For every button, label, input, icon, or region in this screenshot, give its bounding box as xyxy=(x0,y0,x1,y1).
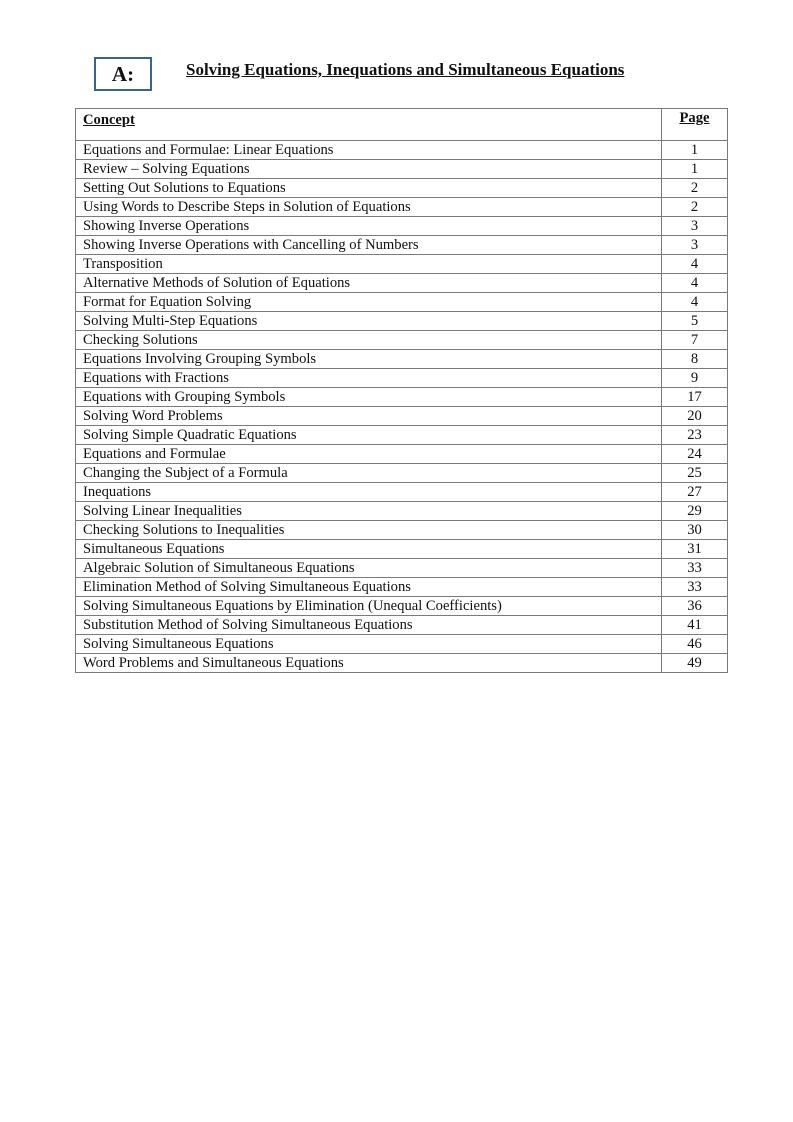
table-row xyxy=(76,407,728,426)
page-cell: 3 xyxy=(662,236,728,255)
page-cell: 30 xyxy=(662,521,728,540)
concept-cell: Solving Simultaneous Equations xyxy=(76,635,662,654)
concept-cell: Equations with Fractions xyxy=(76,369,662,388)
page-cell: 49 xyxy=(662,654,728,673)
table-row xyxy=(76,464,728,483)
concept-cell: Elimination Method of Solving Simultaneous Equations xyxy=(76,578,662,597)
page-cell: 41 xyxy=(662,616,728,635)
table-row xyxy=(76,179,728,198)
concept-cell: Simultaneous Equations xyxy=(76,540,662,559)
page-cell: 7 xyxy=(662,331,728,350)
page-cell: 4 xyxy=(662,293,728,312)
page-cell: 17 xyxy=(662,388,728,407)
concept-cell: Checking Solutions xyxy=(76,331,662,350)
concept-cell: Checking Solutions to Inequalities xyxy=(76,521,662,540)
table-row xyxy=(76,654,728,673)
table-row xyxy=(76,502,728,521)
page-cell: 31 xyxy=(662,540,728,559)
page-cell: 1 xyxy=(662,160,728,179)
concept-cell: Equations and Formulae: Linear Equations xyxy=(76,141,662,160)
page-cell: 33 xyxy=(662,578,728,597)
page-cell: 4 xyxy=(662,255,728,274)
page-cell: 2 xyxy=(662,179,728,198)
page-title: Solving Equations, Inequations and Simultaneous Equations xyxy=(186,60,625,79)
page-cell: 4 xyxy=(662,274,728,293)
page-cell: 24 xyxy=(662,445,728,464)
concept-cell: Equations with Grouping Symbols xyxy=(76,388,662,407)
table-row xyxy=(76,369,728,388)
page-cell: 36 xyxy=(662,597,728,616)
table-row xyxy=(76,445,728,464)
page-cell: 9 xyxy=(662,369,728,388)
table-row xyxy=(76,312,728,331)
concept-cell: Transposition xyxy=(76,255,662,274)
table-row xyxy=(76,274,728,293)
concept-cell: Solving Multi-Step Equations xyxy=(76,312,662,331)
page-cell: 3 xyxy=(662,217,728,236)
concept-cell: Using Words to Describe Steps in Solution of Equations xyxy=(76,198,662,217)
page-cell: 46 xyxy=(662,635,728,654)
concept-cell: Format for Equation Solving xyxy=(76,293,662,312)
table-row xyxy=(76,160,728,179)
table-row xyxy=(76,559,728,578)
table-row xyxy=(76,217,728,236)
concept-cell: Setting Out Solutions to Equations xyxy=(76,179,662,198)
table-row xyxy=(76,350,728,369)
table-row xyxy=(76,255,728,274)
table-row xyxy=(76,198,728,217)
table-row xyxy=(76,388,728,407)
table-row xyxy=(76,578,728,597)
column-header-concept: Concept xyxy=(76,109,662,141)
table-row xyxy=(76,597,728,616)
page-cell: 8 xyxy=(662,350,728,369)
concept-cell: Solving Linear Inequalities xyxy=(76,502,662,521)
concept-cell: Inequations xyxy=(76,483,662,502)
table-row xyxy=(76,236,728,255)
table-row xyxy=(76,521,728,540)
concept-cell: Algebraic Solution of Simultaneous Equations xyxy=(76,559,662,578)
table-row xyxy=(76,331,728,350)
table-row xyxy=(76,540,728,559)
page-cell: 20 xyxy=(662,407,728,426)
page-cell: 25 xyxy=(662,464,728,483)
table-row xyxy=(76,635,728,654)
concept-cell: Changing the Subject of a Formula xyxy=(76,464,662,483)
table-header-row xyxy=(76,109,728,141)
concept-cell: Solving Word Problems xyxy=(76,407,662,426)
table-row xyxy=(76,483,728,502)
concept-cell: Substitution Method of Solving Simultaneous Equations xyxy=(76,616,662,635)
concept-cell: Review – Solving Equations xyxy=(76,160,662,179)
concept-cell: Solving Simultaneous Equations by Elimination (Unequal Coefficients) xyxy=(76,597,662,616)
page-cell: 1 xyxy=(662,141,728,160)
concept-cell: Equations Involving Grouping Symbols xyxy=(76,350,662,369)
page-cell: 2 xyxy=(662,198,728,217)
concept-cell: Solving Simple Quadratic Equations xyxy=(76,426,662,445)
section-badge: A: xyxy=(94,57,152,91)
concept-cell: Alternative Methods of Solution of Equations xyxy=(76,274,662,293)
table-row xyxy=(76,426,728,445)
table-row xyxy=(76,616,728,635)
concept-cell: Word Problems and Simultaneous Equations xyxy=(76,654,662,673)
page-cell: 5 xyxy=(662,312,728,331)
table-row xyxy=(76,293,728,312)
page-cell: 23 xyxy=(662,426,728,445)
concept-cell: Showing Inverse Operations xyxy=(76,217,662,236)
page-cell: 29 xyxy=(662,502,728,521)
concept-cell: Equations and Formulae xyxy=(76,445,662,464)
column-header-page: Page xyxy=(662,109,728,141)
table-row xyxy=(76,141,728,160)
contents-table xyxy=(75,108,728,673)
concept-cell: Showing Inverse Operations with Cancelling of Numbers xyxy=(76,236,662,255)
page-cell: 33 xyxy=(662,559,728,578)
page-cell: 27 xyxy=(662,483,728,502)
